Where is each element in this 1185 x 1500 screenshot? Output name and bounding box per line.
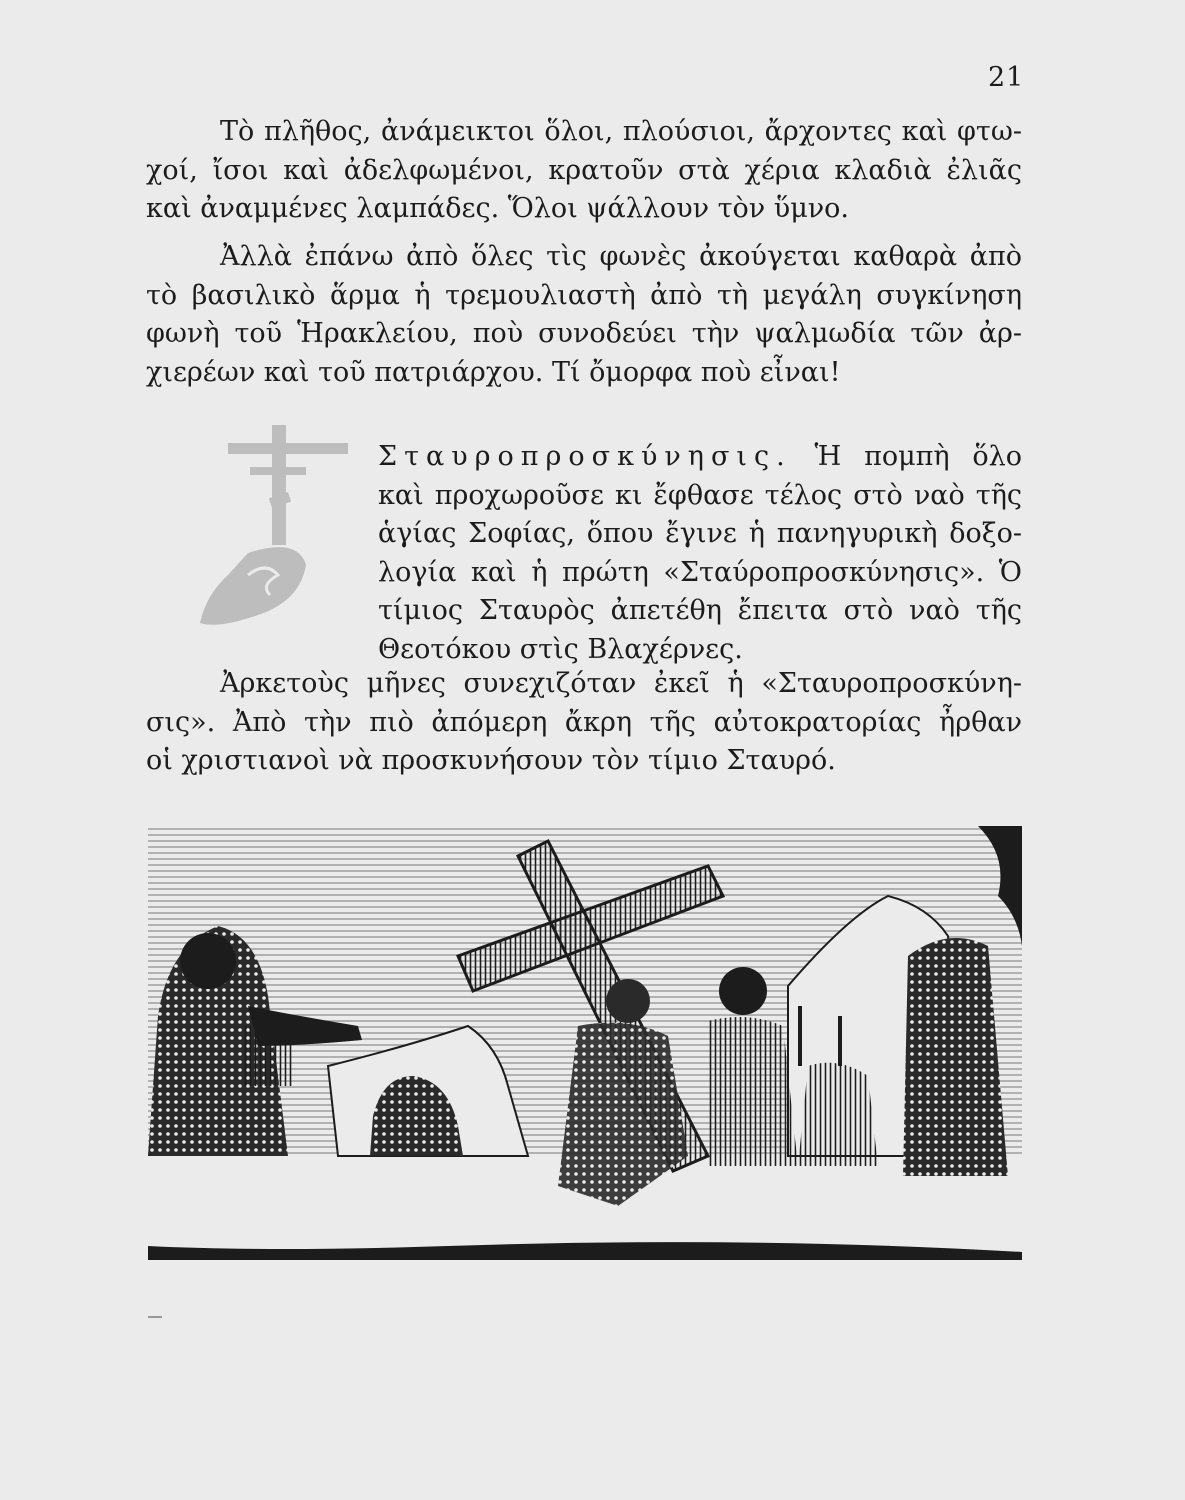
paragraph-3 — [378, 438, 1022, 669]
text-line — [378, 438, 1022, 477]
scan-mark — [148, 1316, 162, 1318]
text-line: καὶ προχωροῦσε κι ἔφθασε τέλος στὸ ναὸ τῆς — [378, 479, 1022, 511]
text-line: φωνὴ τοῦ Ἡρακλείου, ποὺ συνοδεύει τὴν ψαλμωδία τῶν ἀρ- — [146, 318, 1022, 349]
text-line: Τὸ πλῆθος, ἀνάμεικτοι ὅλοι, πλούσιοι, ἄρχοντες καὶ φτω- — [220, 116, 1022, 147]
text-line: τὸ βασιλικὸ ἅρμα ἡ τρεμουλιαστὴ ἀπὸ τὴ μεγάλη συγκίνηση — [146, 279, 1022, 311]
text-line: Ἀλλὰ ἐπάνω ἀπὸ ὅλες τὶς φωνὲς ἀκούγεται καθαρὰ ἀπὸ — [220, 241, 1022, 272]
paragraph-1 — [146, 113, 1022, 229]
woodcut-illustration — [148, 826, 1022, 1260]
paragraph-4 — [146, 665, 1022, 781]
text-line: ἁγίας Σοφίας, ὅπου ἔγινε ἡ πανηγυρικὴ δοξο- — [378, 518, 1022, 549]
text-line: χιερέων καὶ τοῦ πατριάρχου. Τί ὄμορφα ποὺ εἶναι! — [146, 356, 841, 388]
text-line: Ἀρκετοὺς μῆνες συνεχιζόταν ἐκεῖ ἡ «Σταυροπροσκύνη- — [220, 668, 1022, 699]
section-heading: Σταυροπροσκύνησις. — [378, 441, 792, 472]
text-line: τίμιος Σταυρὸς ἀπετέθη ἔπειτα στὸ ναὸ τῆς — [378, 595, 1022, 626]
text-line: Θεοτόκου στὶς Βλαχέρνες. — [378, 633, 743, 665]
text-line: χοί, ἴσοι καὶ ἀδελφωμένοι, κρατοῦν στὰ χέρια κλαδιὰ ἐλιᾶς — [146, 154, 1022, 186]
cross-icon — [188, 425, 368, 640]
text-line-tail: Ἡ πομπὴ ὅλο — [814, 441, 1022, 472]
page-number: 21 — [988, 62, 1025, 93]
text-line: οἱ χριστιανοὶ νὰ προσκυνήσουν τὸν τίμιο Σταυρό. — [146, 745, 836, 776]
text-line: καὶ ἀναμμένες λαμπάδες. Ὅλοι ψάλλουν τὸν ὕμνο. — [146, 193, 850, 224]
text-line: λογία καὶ ἡ πρώτη «Σταύροπροσκύνησις». Ὁ — [378, 556, 1022, 588]
paragraph-2 — [146, 238, 1022, 392]
text-line: σις». Ἀπὸ τὴν πιὸ ἀπόμερη ἄκρη τῆς αὐτοκρατορίας ἦρθαν — [146, 706, 1022, 738]
